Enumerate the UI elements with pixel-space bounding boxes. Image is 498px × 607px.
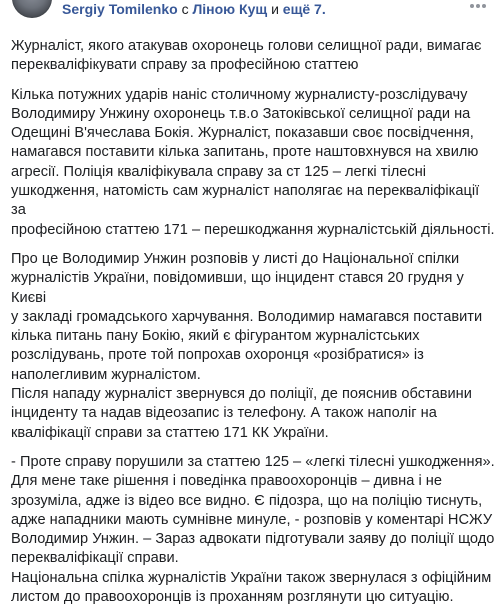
post-header-line [62,2,326,16]
more-dot [470,4,474,8]
avatar-frame [12,0,52,18]
more-dot [482,4,486,8]
post-body [11,37,495,607]
tagged-joiner: и [271,1,279,17]
tagged-person-link[interactable]: Ліною Кущ [192,1,268,17]
post-paragraph-1: Кілька потужних ударів наніс столичному журналисту-розслідувачу Володимиру Унжину охоронець т.в.о Затоківської селищної ради на Одещині В'ячеслава Бокія. Журналіст, показавши своє посвідчення, намагався поставити кілька запитань, проте наштовхнувся на хвилю агресії. Поліція кваліфікувала справу за ст 125 – легкі тілесні ушкодження, натомість сам журналіст наполягає на перекваліфікації за професійною статтею 171 – перешкоджання журналістській діяльності. [11,86,495,238]
post-header [0,0,498,22]
post-headline: Журналіст, якого атакував охоронець голови селищної ради, вимагає перекваліфікувати справу за професійною статтею [11,38,482,74]
tagged-prefix: с [181,1,189,17]
post-paragraph-2: Про це Володимир Унжин розповів у листі до Національної спілки журналістів України, повідомивши, що інцидент стався 20 грудня у Києві у закладі громадського харчування. Володимир намагався поставити кілька питань пану Бокію, який є фігурантом журналістських розслідувань, проте той попрохав охоронця «розібратися» із наполегливим журналістом. Після нападу журналіст звернувся до поліції, де пояснив обставини інциденту та надав відеозапис із телефону. А також наполіг на кваліфікації справи за статтею 171 КК України. [11,250,483,441]
author-name-link[interactable]: Sergiy Tomilenko [62,1,178,17]
tagged-others-link[interactable]: ещё 7. [282,1,326,17]
more-options-icon[interactable] [470,0,486,12]
post-paragraph-3: - Проте справу порушили за статтею 125 – «легкі тілесні ушкодження». Для мене таке рішення і поведінка правоохоронців – дивна і не зрозуміла, адже із відео все видно. Є підозра, що на поліцію тиснуть, адже нападники мають сумнівне минуле, - розповів у коментарі НСЖУ Володимир Унжин. – Зараз адвокати підготували заяву до поліції щодо перекваліфікації справи. Національна спілка журналістів України також звернулася з офіційним листом до правоохоронців із проханням розглянути цю ситуацію. [11,453,495,606]
tagged-people [182,1,326,17]
more-dot [476,4,480,8]
